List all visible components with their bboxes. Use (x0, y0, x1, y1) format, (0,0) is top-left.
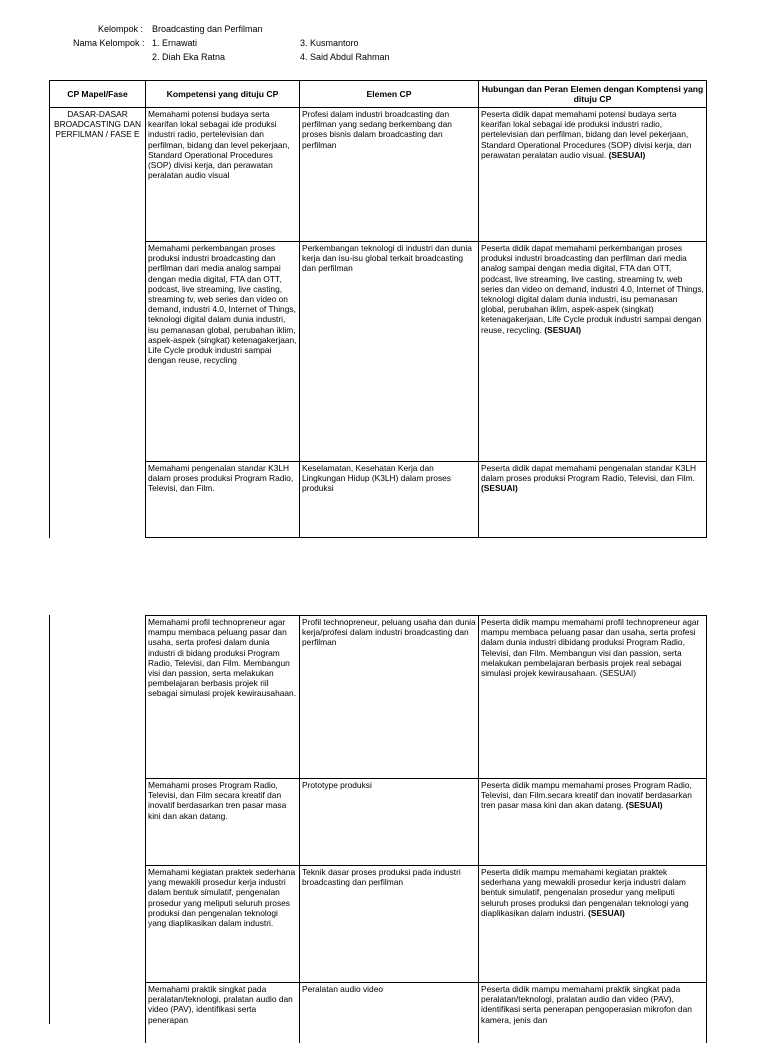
nama-kelompok-label: Nama Kelompok : (73, 38, 145, 48)
table-row (146, 616, 707, 779)
kelompok-value: Broadcasting dan Perfilman (152, 24, 263, 34)
elemen-cell: Peralatan audio video (300, 983, 479, 1043)
cp-mapel-cell: DASAR-DASAR BROADCASTING DAN PERFILMAN / FASE E (50, 108, 146, 538)
member-2: 2. Diah Eka Ratna (152, 52, 226, 62)
col-header-hubungan: Hubungan dan Peran Elemen dengan Komptensi yang dituju CP (479, 81, 707, 108)
table-row (146, 983, 707, 1043)
cp-column-left-border (49, 615, 50, 1024)
cp-table-part-1 (49, 80, 707, 538)
hubungan-text: Peserta didik mampu memahami profil technopreneur agar mampu membaca peluang pasar dan usaha, serta profesi dalam dunia industri dibidang produksi Program Radio, Televisi, dan Film. Membangun visi dan passion, serta melakukan pembelajaran berbasis projek real sebagai simulasi projek kewirausahaan. (SESUAI) (481, 617, 700, 679)
kompetensi-cell: Memahami perkembangan proses produksi industri broadcasting dan perfilman dari media analog sampai dengan media digital, FTA dan OTT, podcast, live streaming, live casting, streaming tv, web series dan video on demand, industri 4.0, Internet of Things, teknologi digital dalam dunia industri, isu pemanasan global, perubahan iklim, aspek-aspek (singkat) ketenagakerjaan, Life Cycle produk industri sampai dengan reuse, recycling (146, 242, 300, 462)
member-3: 3. Kusmantoro (300, 38, 359, 48)
elemen-cell: Profil technopreneur, peluang usaha dan dunia kerja/profesi dalam industri broadcasting dan perfilman (300, 616, 479, 779)
hubungan-text: Peserta didik mampu memahami kegiatan praktek sederhana yang mewakili prosedur kerja industri dalam bentuk simulatif, pengenalan prosedur yang meliputi seluruh proses produksi dan pengenalan teknologi yang diaplikasikan dalam industri. (481, 867, 689, 918)
hubungan-cell (479, 242, 707, 462)
sesuai-tag: (SESUAI) (608, 149, 646, 160)
sesuai-tag: (SESUAI) (481, 483, 518, 494)
kompetensi-cell: Memahami pengenalan standar K3LH dalam proses produksi Program Radio, Televisi, dan Film. (146, 462, 300, 538)
elemen-cell: Teknik dasar proses produksi pada industri broadcasting dan perfilman (300, 866, 479, 983)
cp-table-part-2 (145, 615, 707, 1043)
col-header-elemen: Elemen CP (300, 81, 479, 108)
table-header-row (50, 81, 707, 108)
elemen-cell: Perkembangan teknologi di industri dan dunia kerja dan isu-isu global terkait broadcasting dan perfilman (300, 242, 479, 462)
kompetensi-cell: Memahami praktik singkat pada peralatan/teknologi, pralatan audio dan video (PAV), identifikasi serta penerapan (146, 983, 300, 1043)
hubungan-cell (479, 779, 707, 866)
hubungan-cell (479, 866, 707, 983)
kompetensi-cell: Memahami proses Program Radio, Televisi, dan Film secara kreatif dan inovatif berdasarkan tren pasar masa kini dan akan datang. (146, 779, 300, 866)
hubungan-text: Peserta didik mampu memahami proses Program Radio, Televisi, dan Film.secara kreatif dan inovatif berdasarkan tren pasar masa kini dan akan datang. (481, 780, 692, 811)
member-4: 4. Said Abdul Rahman (300, 52, 390, 62)
hubungan-cell (479, 462, 707, 538)
member-1: 1. Ernawati (152, 38, 198, 48)
table-row (146, 779, 707, 866)
elemen-cell: Keselamatan, Kesehatan Kerja dan Lingkungan Hidup (K3LH) dalam proses produksi (300, 462, 479, 538)
table-row (50, 108, 707, 242)
hubungan-text: Peserta didik dapat memahami potensi budaya serta kearifan lokal sebagai ide produksi industri radio, pertelevisian dan perfilman, bidang dan level pekerjaan, Standard Operational Procedures (SOP) divisi kerja, dan perawatan peralatan audio visual. (481, 109, 692, 160)
kompetensi-cell: Memahami profil technopreneur agar mampu membaca peluang pasar dan usaha, serta profesi dalam dunia industri di bidang produksi Program Radio, Televisi, dan Film. Membangun visi dan passion, serta melakukan pembelajaran berbasis projek riil sebagai simulasi projek kewirausahaan. (146, 616, 300, 779)
sesuai-tag: (SESUAI) (544, 324, 582, 335)
hubungan-cell (479, 983, 707, 1043)
kompetensi-cell: Memahami kegiatan praktek sederhana yang mewakili prosedur kerja industri dalam bentuk simulatif, pengenalan prosedur yang meliputi seluruh proses produksi dan pengenalan teknologi yang diaplikasikan dalam industri. (146, 866, 300, 983)
sesuai-tag: (SESUAI) (625, 800, 663, 811)
hubungan-cell (479, 108, 707, 242)
table-row (146, 866, 707, 983)
hubungan-cell (479, 616, 707, 779)
hubungan-text: Peserta didik dapat memahami pengenalan standar K3LH dalam proses produksi Program Radio, Televisi, dan Film. (481, 463, 697, 484)
hubungan-text: Peserta didik dapat memahami perkembangan proses produksi industri broadcasting dan perfilman dari media analog sampai dengan media digital, FTA dan OTT, podcast, live streaming, live casting, streaming tv, web series dan video on demand, industri 4.0, Internet of Things, teknologi digital dalam dunia industri, isu pemanasan global, perubahan iklim, aspek-aspek (singkat) ketenagakerjaan, Life Cycle produk industri sampai dengan reuse, recycling. (481, 243, 704, 335)
table-row (50, 462, 707, 538)
kompetensi-cell: Memahami potensi budaya serta kearifan lokal sebagai ide produksi industri radio, pertelevisian dan perfilman, bidang dan level pekerjaan, Standard Operational Procedures (SOP) divisi kerja, dan perawatan peralatan audio visual (146, 108, 300, 242)
table-row (50, 242, 707, 462)
elemen-cell: Prototype produksi (300, 779, 479, 866)
col-header-cp: CP Mapel/Fase (50, 81, 146, 108)
hubungan-text: Peserta didik mampu memahami praktik singkat pada peralatan/teknologi, pralatan audio dan video (PAV), identifikasi serta penerapan pengoperasian mikrofon dan kamera, jenis dan (481, 984, 692, 1025)
col-header-kompetensi: Kompetensi yang dituju CP (146, 81, 300, 108)
elemen-cell: Profesi dalam industri broadcasting dan perfilman yang sedang berkembang dan proses bisnis dalam broadcasting dan perfilman (300, 108, 479, 242)
sesuai-tag: (SESUAI) (588, 907, 625, 918)
kelompok-label: Kelompok : (98, 24, 144, 34)
